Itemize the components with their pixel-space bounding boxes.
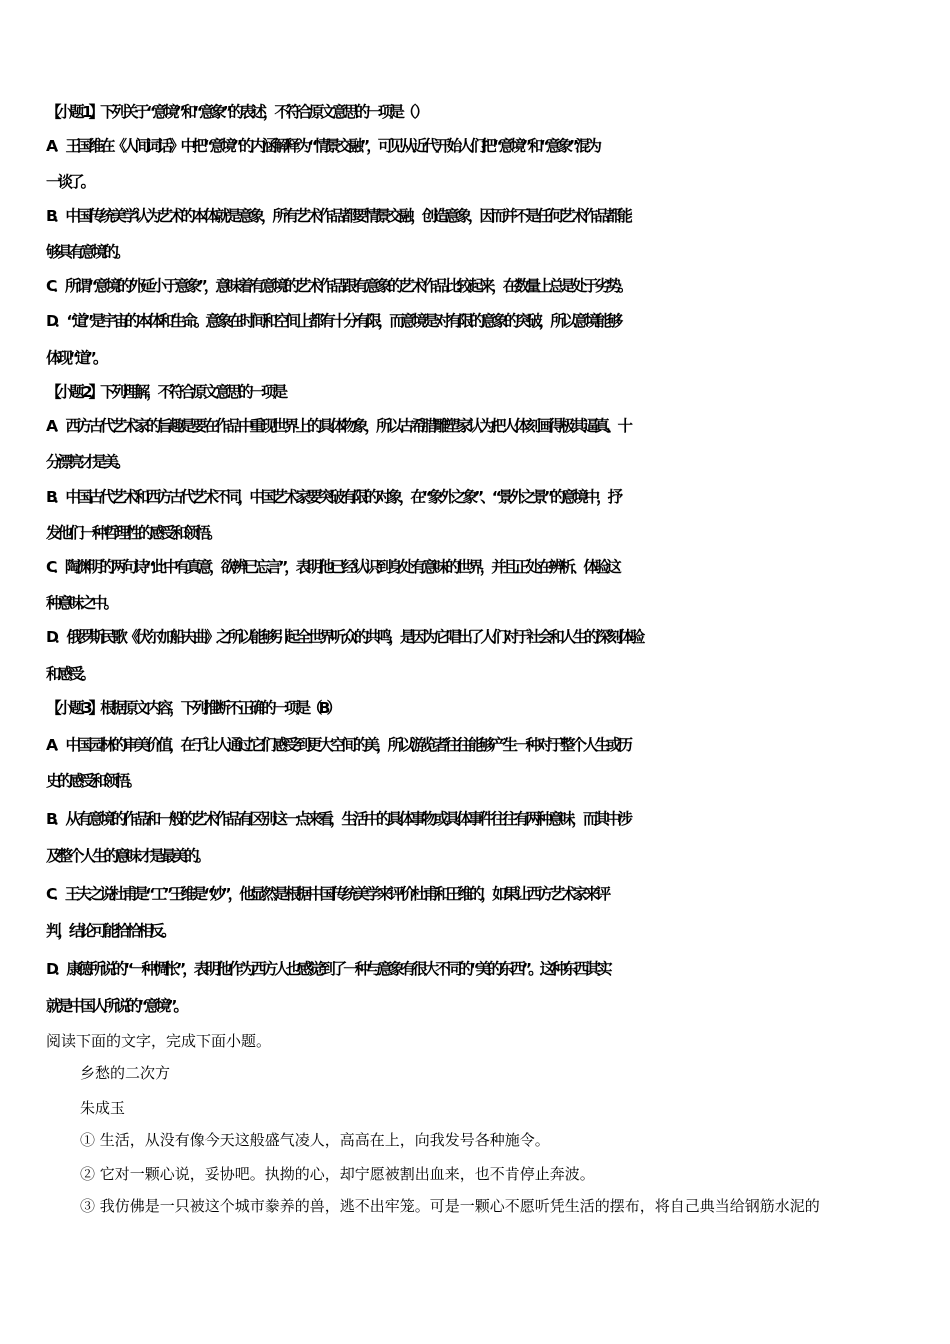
question-1-option-a-line-1: A．王国维在《人间词话》中把“意境”的内涵解释为“情景交融”，可见从近代开始人们把“意境”和“意象”混为 xyxy=(46,137,598,155)
question-1-option-d-line-2: 体现“道”。 xyxy=(46,349,105,367)
question-1-option-b-line-2: 够具有意境的。 xyxy=(46,243,127,261)
question-3-stem: 【小题 3】根据原文内容，下列推断不正确的一项是（B） xyxy=(46,699,338,717)
question-2-option-b-line-1: B．中国古代艺术和西方古代艺术不同，中国艺术家要突破有限的对象，在“象外之象”、“景外之景”的意境中，抒 xyxy=(46,488,620,506)
question-2-stem: 【小题 2】下列理解，不符合原文意思的一项是 xyxy=(46,383,285,401)
question-1-option-a-line-2: 一谈了。 xyxy=(46,173,93,191)
passage-paragraph-1: ① 生活，从没有像今天这般盛气凌人，高高在上，向我发号各种施令。 xyxy=(80,1131,550,1149)
passage-paragraph-3: ③ 我仿佛是一只被这个城市豢养的兽，逃不出牢笼。可是一颗心不愿听凭生活的摆布，将自己典当给钢筋水泥的 xyxy=(80,1197,820,1215)
question-3-option-b-line-2: 及整个人生的意味才是最美的。 xyxy=(46,847,208,865)
question-3-option-a-line-2: 史的感受和领悟。 xyxy=(46,772,139,790)
question-1-option-d-line-1: D．“道”是宇宙的本体和生命。意象在时间和空间上都有十分有限，而意境是对有限的意象的突破，所以意境能够 xyxy=(46,312,620,330)
question-1-stem: 【小题 1】下列关于“意境”和“意象”的表述，不符合原文意思的一项是（ ） xyxy=(46,103,426,121)
question-3-option-d-line-1: D．康德所说的“一种惆怅”，表明他作为西方人也感觉到了一种与意象有很大不同的“美的东西”。这种东西其实 xyxy=(46,960,609,978)
reading-instruction: 阅读下面的文字，完成下面小题。 xyxy=(46,1032,272,1050)
question-3-option-d-line-2: 就是中国人所说的“意境”。 xyxy=(46,997,185,1015)
question-3-option-b-line-1: B．从有意境的作品和一般的艺术作品有区别这一点来看，生活中的具体事物或具体事件往往有两种意味，而其中涉 xyxy=(46,810,629,828)
question-2-option-c-line-2: 种意味之中。 xyxy=(46,594,116,612)
question-3-option-c-line-1: C．王夫之说杜甫是“工”王维是“妙”，他显然是根据中国传统美学来评价杜甫和王维的，如果让西方艺术家来评 xyxy=(46,885,608,903)
question-2-option-b-line-2: 发他们一种哲理性的感受和领悟。 xyxy=(46,524,219,542)
question-2-option-d-line-1: D．俄罗斯民歌《伏尔加船夫曲》之所以能够引起全世界听众的共鸣，是因为它唱出了人们对于社会和人生的深刻体验 xyxy=(46,628,642,646)
question-1-option-b-line-1: B．中国传统美学认为艺术的本体就是意象，所有艺术作品都要情景交融，创造意象，因而并不是任何艺术作品都能 xyxy=(46,207,629,225)
passage-paragraph-2: ② 它对一颗心说，妥协吧。执拗的心，却宁愿被割出血来，也不肯停止奔波。 xyxy=(80,1165,595,1183)
passage-author: 朱成玉 xyxy=(80,1099,126,1117)
question-1-option-c-line-1: C．所谓“意境的外延小于意象”，意味着有意境的艺术作品跟有意象的艺术作品比较起来，在数量上总是处于劣势。 xyxy=(46,277,630,295)
question-2-option-a-line-1: A．西方古代艺术家的旨趣是要在作品中重现世界上的具体物象，所以古希腊雕塑家认为把人体刻画得极其逼真、十 xyxy=(46,417,629,435)
question-3-option-c-line-2: 判，结论可能恰恰相反。 xyxy=(46,922,173,940)
question-2-option-a-line-2: 分漂亮才是美。 xyxy=(46,453,127,471)
question-2-option-d-line-2: 和感受。 xyxy=(46,665,93,683)
passage-title: 乡愁的二次方 xyxy=(80,1064,171,1082)
question-2-option-c-line-1: C．陶渊明的两句诗“此中有真意，欲辨已忘言”，表明他已经认识到身处有意味的世界，并且正处在辨析、体验这 xyxy=(46,558,618,576)
question-3-option-a-line-1: A．中国园林的审美价值，在于让人通过它们感受到更大空间的美，所以游览者往往能够产生一种对于整个人生或历 xyxy=(46,736,629,754)
